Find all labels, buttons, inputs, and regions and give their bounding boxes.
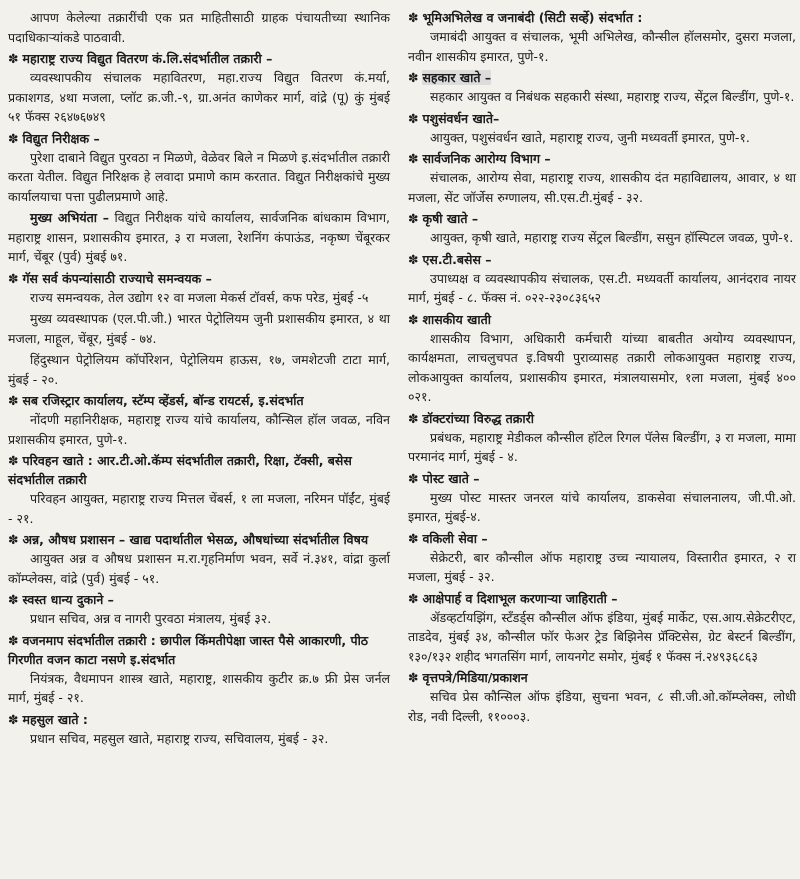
asterisk-icon: ✽ xyxy=(8,532,19,547)
section-doctors xyxy=(408,409,796,467)
section-body: सहकार आयुक्त व निबंधक सहकारी संस्था, महाराष्ट्र राज्य, सेंट्रल बिल्डींग, पुणे-१. xyxy=(430,89,795,104)
section-body: आयुक्त, पशुसंवर्धन खाते, महाराष्ट्र राज्य, जुनी मध्यवर्ती इमारत, पुणे-१. xyxy=(430,129,750,145)
section-heading: ✽ महाराष्ट्र राज्य विद्युत वितरण कं.लि.संदर्भातील तक्रारी – xyxy=(8,51,273,66)
section-body: नियंत्रक, वैधमापन शास्त्र खाते, महाराष्ट्र, शासकीय कुटीर क्र.७ फ्री प्रेस जर्नल मार्ग, मुंबई - २१. xyxy=(8,670,390,705)
section-post xyxy=(408,469,796,527)
section-sub-body: मुख्य अभियंता – विद्युत निरीक्षक यांचे कार्यालय, सार्वजनिक बांधकाम विभाग, महाराष्ट्र शासन, प्रशासकीय इमारत, ३ रा मजला, रेशनिंग कंपाऊंड, नकृष्ण चेंबूरकर मार्ग, चेंबूर (पुर्व) मुंबई ७१. xyxy=(8,210,390,264)
asterisk-icon: ✽ xyxy=(408,311,419,327)
section-revenue xyxy=(8,710,390,749)
section-animal-husbandry xyxy=(408,109,796,148)
asterisk-icon: ✽ xyxy=(408,151,419,166)
right-column xyxy=(400,8,796,879)
section-heading: ✽ विद्युत निरीक्षक – xyxy=(8,130,100,146)
asterisk-icon: ✽ xyxy=(408,590,419,606)
section-transport xyxy=(8,451,390,528)
section-public-health xyxy=(408,149,796,207)
asterisk-icon: ✽ xyxy=(408,110,419,126)
section-electrical-inspector xyxy=(8,129,390,267)
section-cooperation xyxy=(408,68,796,107)
section-body: संचालक, आरोग्य सेवा, महाराष्ट्र राज्य, शासकीय दंत महाविद्यालय, आवार, ४ था मजला, सेंट जॉर्जेस रुग्णालय, सी.एस.टी.मुंबई - ३२. xyxy=(408,170,796,205)
section-body: नोंदणी महानिरीक्षक, महाराष्ट्र राज्य यांचे कार्यालय, कौन्सिल हॉल जवळ, नविन प्रशासकीय इमारत, पुणे-१. xyxy=(8,412,390,447)
asterisk-icon: ✽ xyxy=(8,393,19,408)
section-heading: ✽ भूमिअभिलेख व जनाबंदी (सिटी सर्व्हे) संदर्भात : xyxy=(408,10,643,25)
section-sub-registrar xyxy=(8,391,390,449)
section-weights-measures xyxy=(8,631,390,708)
asterisk-icon: ✽ xyxy=(408,10,419,25)
asterisk-icon: ✽ xyxy=(8,711,19,727)
section-heading: ✽ अन्न, औषध प्रशासन – खाद्य पदार्थातील भेसळ, औषधांच्या संदर्भातील विषय xyxy=(8,532,369,547)
section-agriculture xyxy=(408,209,796,248)
left-column xyxy=(8,8,400,879)
section-body: शासकीय विभाग, अधिकारी कर्मचारी यांच्या बाबतीत अयोग्य व्यवस्थापन, कार्यक्षमता, लाचलुचपत इ.विषयी पुराव्यासह तक्रारी लोकआयुक्त महाराष्ट्र राज्य, लोकआयुक्त कार्यालय, प्रशासकीय इमारत, मंत्रालयासमोर, १ला मजला, मुंबई ४०० ०२१. xyxy=(408,330,796,404)
section-heading: ✽ वजनमाप संदर्भातील तक्रारी : छापील किंमतीपेक्षा जास्त पैसे आकारणी, पीठ गिरणीत वजन काटा नसणे इ.संदर्भात xyxy=(8,632,369,667)
section-body: परिवहन आयुक्त, महाराष्ट्र राज्य मित्तल चेंबर्स, १ ला मजला, नरिमन पॉईंट, मुंबई - २१. xyxy=(8,491,390,526)
asterisk-icon: ✽ xyxy=(8,270,19,286)
section-body: राज्य समन्वयक, तेल उद्योग १२ वा मजला मेकर्स टॉवर्स, कफ परेड, मुंबई -५ xyxy=(30,289,369,305)
section-body: उपाध्यक्ष व व्यवस्थापकीय संचालक, एस.टी. मध्यवर्ती कार्यालय, आनंदराव नायर मार्ग, मुंबई - ८. फॅक्स नं. ०२२-२३०८३६५२ xyxy=(408,270,796,305)
section-heading: ✽ सार्वजनिक आरोग्य विभाग – xyxy=(408,151,551,166)
asterisk-icon: ✽ xyxy=(408,70,419,85)
section-body: प्रधान सचिव, अन्न व नागरी पुरवठा मंत्रालय, मुंबई ३२. xyxy=(30,611,272,626)
section-food-drug xyxy=(8,530,390,588)
section-body-3: हिंदुस्थान पेट्रोलियम कॉर्पोरेशन, पेट्रोलियम हाऊस, १७, जमशेटजी टाटा मार्ग, मुंबई - २०. xyxy=(8,352,390,387)
section-heading: ✽ सहकार खाते – xyxy=(408,70,492,85)
section-heading: ✽ सब रजिस्ट्रार कार्यालय, स्टॅम्प व्हेंडर्स, बॉन्ड रायटर्स, इ.संदर्भात xyxy=(8,393,304,408)
asterisk-icon: ✽ xyxy=(8,453,19,468)
sub-label: मुख्य अभियंता – xyxy=(30,210,110,225)
section-heading: ✽ वृत्तपत्रे/मिडिया/प्रकाशन xyxy=(408,670,528,685)
section-body-2: मुख्य व्यवस्थापक (एल.पी.जी.) भारत पेट्रोलियम जुनी प्रशासकीय इमारत, ४ था मजला, माहूल, चेंबूर, मुंबई - ७४. xyxy=(8,311,390,346)
section-media xyxy=(408,668,796,726)
section-heading: ✽ स्वस्त धान्य दुकाने – xyxy=(8,592,114,607)
section-ration-shops xyxy=(8,590,390,629)
section-body: सेक्रेटरी, बार कौन्सील ऑफ महाराष्ट्र उच्च न्यायालय, विस्तारीत इमारत, २ रा मजला, मुंबई - ३२. xyxy=(408,549,796,584)
section-heading: ✽ आक्षेपार्ह व दिशाभूल करणाऱ्या जाहिराती – xyxy=(408,590,618,606)
asterisk-icon: ✽ xyxy=(408,410,419,426)
section-heading: ✽ महसुल खाते : xyxy=(8,711,88,727)
asterisk-icon: ✽ xyxy=(408,211,419,226)
section-heading: ✽ पशुसंवर्धन खाते– xyxy=(408,110,500,126)
section-misleading-ads xyxy=(408,589,796,667)
section-heading: ✽ कृषी खाते – xyxy=(408,211,479,226)
section-body: आयुक्त, कृषी खाते, महाराष्ट्र राज्य सेंट्रल बिल्डींग, ससुन हॉस्पिटल जवळ, पुणे-१. xyxy=(430,230,794,245)
section-heading: ✽ डॉक्टरांच्या विरुद्ध तक्रारी xyxy=(408,410,534,426)
asterisk-icon: ✽ xyxy=(408,530,419,546)
asterisk-icon: ✽ xyxy=(8,130,19,146)
section-body: जमाबंदी आयुक्त व संचालक, भूमी अभिलेख, कौन्सील हॉलसमोर, दुसरा मजला, नवीन शासकीय इमारत, पुणे-१. xyxy=(408,29,796,64)
section-body: प्रबंधक, महाराष्ट्र मेडीकल कौन्सील हॉटेल रिगल पॅलेस बिल्डींग, ३ रा मजला, मामा परमानंद मार्ग, मुंबई - ४. xyxy=(408,429,796,464)
section-gas-companies xyxy=(8,269,390,390)
section-heading: ✽ वकिली सेवा – xyxy=(408,530,488,546)
section-heading: ✽ शासकीय खाती xyxy=(408,311,491,327)
asterisk-icon: ✽ xyxy=(408,251,419,267)
section-body: ॲडव्हर्टायझिंग, स्टॅंडर्ड्स कौन्सील ऑफ इंडिया, मुंबई मार्केट, एस.आय.सेक्रेटरीएट, ताडदेव, मुंबई ३४, कौन्सील फॉर फेअर ट्रेड बिझिनेस प्रॅक्टिसेस, ग्रेट बेस्टर्न बिल्डींग, १३०/१३२ शहीद भगतसिंग मार्ग, लायनगेट समोर, मुंबई १ फॅक्स नं.२४९३६८६३ xyxy=(408,609,796,664)
asterisk-icon: ✽ xyxy=(8,592,19,607)
section-legal-services xyxy=(408,529,796,587)
section-body: आयुक्त अन्न व औषध प्रशासन म.रा.गृहनिर्माण भवन, सर्वे नं.३४१, वांद्रा कुर्ला कॉम्प्लेक्स, वांद्रे (पुर्व) मुंबई - ५१. xyxy=(8,551,390,586)
section-body: पुरेशा दाबाने विद्युत पुरवठा न मिळणे, वेळेवर बिले न मिळणे इ.संदर्भातील तक्रारी करता येतील. विद्युत निरिक्षक हे लवादा प्रमाणे काम करतात. विद्युत निरीक्षकांचे मुख्य कार्यालयाचा पत्ता पुढीलप्रमाणे आहे. xyxy=(8,149,390,204)
asterisk-icon: ✽ xyxy=(8,51,19,66)
section-heading: ✽ गॅस सर्व कंपन्यांसाठी राज्याचे समन्वयक – xyxy=(8,270,212,286)
intro-text: आपण केलेल्या तक्रारींची एक प्रत माहितीसाठी ग्राहक पंचायतीच्या स्थानिक पदाधिकाऱ्यांकडे पाठवावी. xyxy=(8,10,390,45)
section-government-departments xyxy=(408,310,796,407)
section-heading: ✽ पोस्ट खाते – xyxy=(408,470,480,486)
section-body: प्रधान सचिव, महसुल खाते, महाराष्ट्र राज्य, सचिवालय, मुंबई - ३२. xyxy=(30,730,329,746)
section-heading: ✽ परिवहन खाते : आर.टी.ओ.कॅम्प संदर्भातील तक्रारी, रिक्षा, टॅक्सी, बसेस संदर्भातील तक्रारी xyxy=(8,453,352,487)
section-body: मुख्य पोस्ट मास्तर जनरल यांचे कार्यालय, डाकसेवा संचालनालय, जी.पी.ओ. इमारत, मुंबई-४. xyxy=(408,489,796,524)
section-electricity-distribution xyxy=(8,49,390,127)
asterisk-icon: ✽ xyxy=(408,470,419,486)
section-body: व्यवस्थापकीय संचालक महावितरण, महा.राज्य विद्युत वितरण कं.मर्या, प्रकाशगड, ४था मजला, प्लॉट क्र.जी.-९, ग्रा.अनंत काणेकर मार्ग, वांद्रे (पू) कुं मुंबई ५१ फॅक्स २६४७६७४९ xyxy=(8,70,390,124)
asterisk-icon: ✽ xyxy=(8,632,19,648)
asterisk-icon: ✽ xyxy=(408,670,419,685)
section-st-buses xyxy=(408,250,796,308)
section-heading: ✽ एस.टी.बसेस – xyxy=(408,251,492,267)
section-body: सचिव प्रेस कौन्सिल ऑफ इंडिया, सुचना भवन, ८ सी.जी.ओ.कॉम्प्लेक्स, लोधी रोड, नवी दिल्ली, ११०००३. xyxy=(408,689,796,724)
section-land-records xyxy=(408,8,796,66)
